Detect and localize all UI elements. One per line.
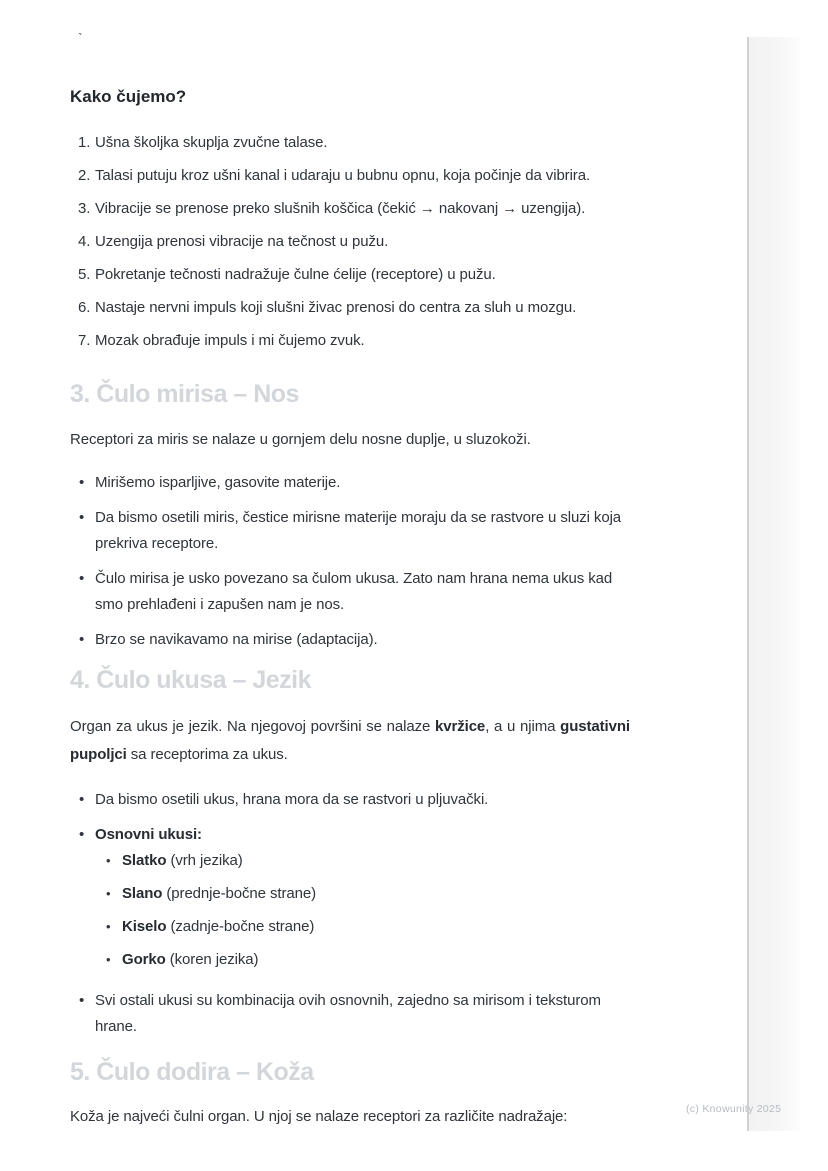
taste-name: Slano bbox=[122, 885, 163, 902]
step-text: Vibracije se prenose preko slušnih koščica (čekić → nakovanj → uzengija). bbox=[95, 200, 586, 217]
taste-name: Gorko bbox=[122, 951, 166, 968]
taste-location: (zadnje-bočne strane) bbox=[166, 918, 315, 935]
step-text: Uzengija prenosi vibracije na tečnost u pužu. bbox=[95, 233, 389, 250]
knowunity-watermark: (c) Knowunity 2025 bbox=[686, 1103, 782, 1115]
smell-bullet-2: • Da bismo osetili miris, čestice mirisne materije moraju da se rastvore u sluzi koja prekriva receptore. bbox=[70, 505, 630, 557]
taste-bullet-list bbox=[70, 787, 610, 1049]
smell-bullet-4: • Brzo se navikavamo na mirise (adaptacija). bbox=[70, 627, 630, 653]
basic-tastes-list bbox=[97, 848, 610, 980]
hearing-step-3 bbox=[70, 197, 662, 220]
touch-section-heading: 5. Čulo dodira – Koža bbox=[70, 1058, 314, 1086]
taste-name: Slatko bbox=[122, 852, 167, 869]
page-edge-strip bbox=[747, 37, 800, 1131]
step-text: Ušna školjka skuplja zvučne talase. bbox=[95, 134, 328, 151]
step-text: Nastaje nervni impuls koji slušni živac prenosi do centra za sluh u mozgu. bbox=[95, 299, 577, 316]
document-content bbox=[70, 0, 662, 1130]
taste-intro-bold-pupoljci: gustativni pupoljci bbox=[70, 718, 630, 763]
smell-bullet-list bbox=[70, 470, 630, 662]
taste-location: (prednje-bočne strane) bbox=[162, 885, 316, 902]
taste-intro-text: Organ za ukus je jezik. Na njegovoj površini se nalaze bbox=[70, 718, 435, 735]
smell-bullet-3: • Čulo mirisa je usko povezano sa čulom ukusa. Zato nam hrana nema ukus kad smo prehlađeni i zapušen nam je nos. bbox=[70, 566, 630, 618]
taste-location: (koren jezika) bbox=[165, 951, 259, 968]
step-text: Mozak obrađuje impuls i mi čujemo zvuk. bbox=[95, 332, 365, 349]
stray-backtick-mark: ` bbox=[78, 30, 83, 46]
hearing-step-6 bbox=[70, 296, 662, 319]
step-marker: 2. bbox=[78, 167, 91, 184]
taste-intro-text: sa receptorima za ukus. bbox=[126, 746, 288, 763]
hearing-heading: Kako čujemo? bbox=[70, 87, 187, 106]
taste-location: (vrh jezika) bbox=[166, 852, 243, 869]
taste-intro-paragraph bbox=[70, 713, 630, 769]
step-marker: 4. bbox=[78, 233, 91, 250]
hearing-step-7 bbox=[70, 329, 662, 352]
taste-bullet-basic bbox=[70, 822, 610, 980]
step-marker: 1. bbox=[78, 134, 91, 151]
basic-taste-slano bbox=[97, 881, 610, 907]
basic-taste-slatko bbox=[97, 848, 610, 874]
hearing-step-4 bbox=[70, 230, 662, 253]
hearing-step-2 bbox=[70, 164, 662, 187]
smell-bullet-1: • Mirišemo isparljive, gasovite materije. bbox=[70, 470, 630, 496]
smell-intro-paragraph: Receptori za miris se nalaze u gornjem delu nosne duplje, u sluzokoži. bbox=[70, 431, 531, 448]
hearing-steps-list bbox=[70, 131, 662, 362]
hearing-step-1 bbox=[70, 131, 662, 154]
basic-taste-gorko bbox=[97, 947, 610, 973]
touch-intro-paragraph: Koža je najveći čulni organ. U njoj se nalaze receptori za različite nadražaje: bbox=[70, 1108, 568, 1125]
step-marker: 6. bbox=[78, 299, 91, 316]
step-marker: 5. bbox=[78, 266, 91, 283]
basic-tastes-label: Osnovni ukusi: bbox=[95, 826, 202, 843]
step-text: Talasi putuju kroz ušni kanal i udaraju u bubnu opnu, koja počinje da vibrira. bbox=[95, 167, 591, 184]
smell-section-heading: 3. Čulo mirisa – Nos bbox=[70, 380, 299, 408]
taste-intro-bold-kvrzice: kvržice bbox=[435, 718, 486, 735]
basic-taste-kiselo bbox=[97, 914, 610, 940]
step-text: Pokretanje tečnosti nadražuje čulne ćelije (receptore) u pužu. bbox=[95, 266, 496, 283]
hearing-step-5 bbox=[70, 263, 662, 286]
taste-name: Kiselo bbox=[122, 918, 167, 935]
step-marker: 3. bbox=[78, 200, 91, 217]
taste-bullet-saliva: • Da bismo osetili ukus, hrana mora da se rastvori u pljuvački. bbox=[70, 787, 610, 813]
taste-intro-text: , a u njima bbox=[485, 718, 561, 735]
step-marker: 7. bbox=[78, 332, 91, 349]
taste-section-heading: 4. Čulo ukusa – Jezik bbox=[70, 666, 311, 694]
taste-bullet-combination: • Svi ostali ukusi su kombinacija ovih osnovnih, zajedno sa mirisom i teksturom hrane. bbox=[70, 988, 610, 1040]
